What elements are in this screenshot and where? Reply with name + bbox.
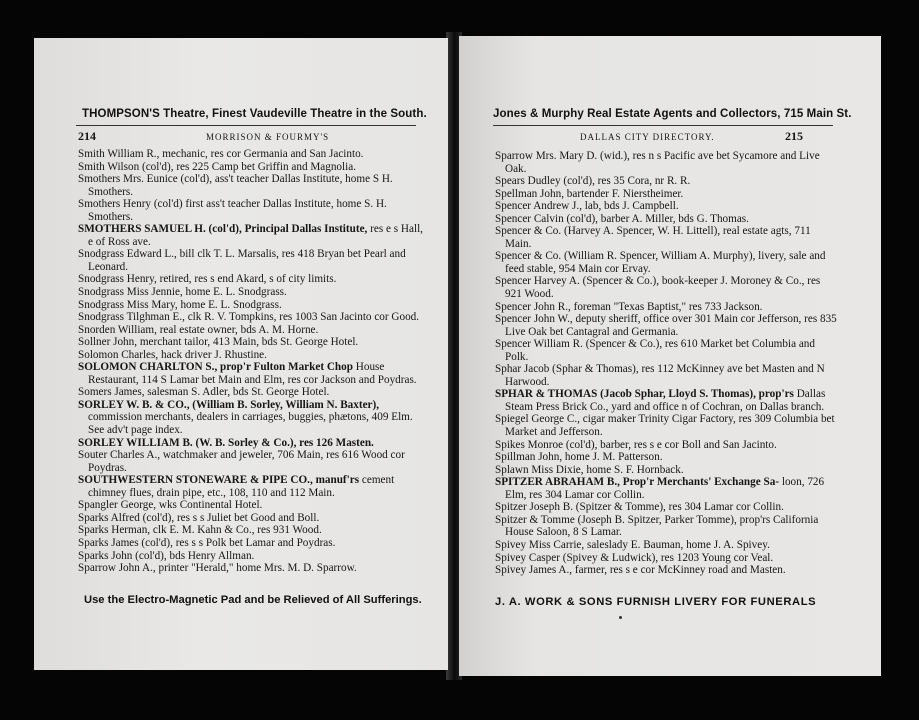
directory-entry — [78, 449, 424, 474]
directory-entry — [78, 499, 424, 512]
directory-entry — [78, 248, 424, 273]
directory-entry — [78, 512, 424, 525]
directory-entry — [495, 363, 837, 388]
right-page — [459, 36, 881, 676]
entry-text: Spencer Harvey A. (Spencer & Co.), book-keeper J. Moroney & Co., res 921 Wood. — [495, 275, 821, 301]
directory-entry — [495, 476, 837, 501]
directory-entry — [78, 161, 424, 174]
entry-text: Sparks Alfred (col'd), res s s Juliet bet Good and Boll. — [78, 511, 320, 524]
top-ad-banner: Jones & Murphy Real Estate Agents and Collectors, 715 Main St. — [493, 108, 852, 120]
entry-text: Snodgrass Miss Mary, home E. L. Snodgrass. — [78, 298, 282, 311]
directory-entry — [78, 474, 424, 499]
page-number: 214 — [78, 129, 96, 143]
directory-entry — [78, 562, 424, 575]
entry-text: Sparrow Mrs. Mary D. (wid.), res n s Pacific ave bet Sycamore and Live Oak. — [495, 150, 820, 175]
entry-text: Sollner John, merchant tailor, 413 Main, bds St. George Hotel. — [78, 336, 359, 349]
directory-entry — [495, 539, 837, 552]
directory-entry — [495, 200, 837, 213]
entry-text: Spears Dudley (col'd), res 35 Cora, nr R. R. — [495, 175, 691, 188]
entry-text: Spencer William R. (Spencer & Co.), res 610 Market bet Columbia and Polk. — [495, 338, 815, 363]
directory-entry — [495, 175, 837, 188]
entry-text: Spencer & Co. (Harvey A. Spencer, W. H. Littell), real estate agts, 711 Main. — [495, 225, 811, 250]
header-rule — [493, 125, 833, 126]
entry-text: cement chimney flues, drain pipe, etc., 108, 110 and 112 Main. — [88, 474, 395, 499]
entry-business-name: SPITZER ABRAHAM B., Prop'r Merchants' Exchange Sa- — [495, 476, 780, 489]
directory-entry — [78, 361, 424, 386]
ink-speck — [619, 616, 622, 619]
directory-entry — [78, 198, 424, 223]
directory-entry — [495, 213, 837, 226]
footer-ad-banner: Use the Electro-Magnetic Pad and be Relieved of All Sufferings. — [84, 594, 422, 606]
directory-entry — [495, 188, 837, 201]
entry-text: Spencer John W., deputy sheriff, office over 301 Main cor Jefferson, res 835 Live Oak bet Cantagral and Germania. — [495, 313, 837, 338]
directory-entry — [78, 324, 424, 337]
directory-entry — [495, 413, 837, 438]
entry-text: Smith Wilson (col'd), res 225 Camp bet Griffin and Magnolia. — [78, 160, 357, 173]
entry-text: Sparks John (col'd), bds Henry Allman. — [78, 549, 255, 562]
directory-entry — [78, 148, 424, 161]
directory-entry — [78, 273, 424, 286]
entry-text: Spangler George, wks Continental Hotel. — [78, 499, 263, 512]
directory-entry — [495, 564, 837, 577]
entry-text: Snodgrass Miss Jennie, home E. L. Snodgrass. — [78, 286, 287, 299]
entry-text: Dallas Steam Press Brick Co., yard and office n of Cochran, on Dallas branch. — [505, 388, 826, 413]
entry-text: Sparks Herman, clk E. M. Kahn & Co., res 931 Wood. — [78, 524, 322, 537]
directory-entry — [78, 299, 424, 312]
entry-text: Solomon Charles, hack driver J. Rhustine. — [78, 348, 267, 361]
directory-entry — [495, 150, 837, 175]
footer-ad-banner: J. A. WORK & SONS FURNISH LIVERY FOR FUNERALS — [495, 596, 817, 608]
left-page — [34, 38, 448, 670]
entry-text: res e s Hall, e of Ross ave. — [88, 223, 423, 248]
entry-text: Souter Charles A., watchmaker and jeweler, 706 Main, res 616 Wood cor Poydras. — [78, 449, 405, 474]
directory-entry — [495, 338, 837, 363]
entry-text: Smith William R., mechanic, res cor Germania and San Jacinto. — [78, 148, 364, 160]
directory-entry — [495, 501, 837, 514]
entry-text: Snodgrass Edward L., bill clk T. L. Marsalis, res 418 Bryan bet Pearl and Leonard. — [78, 248, 406, 273]
directory-entry — [78, 524, 424, 537]
top-ad-banner: THOMPSON'S Theatre, Finest Vaudeville Theatre in the South. — [82, 108, 427, 120]
entry-text: Spivey Miss Carrie, saleslady E. Bauman, home J. A. Spivey. — [495, 538, 770, 551]
directory-entry — [495, 514, 837, 539]
entry-text: Spitzer & Tomme (Joseph B. Spitzer, Parker Tomme), prop'rs California House Saloon, 8 S Lamar. — [495, 513, 819, 539]
entry-text: Spencer John R., foreman "Texas Baptist," res 733 Jackson. — [495, 300, 763, 313]
directory-entry — [78, 399, 424, 437]
entry-text: Spencer Andrew J., lab, bds J. Campbell. — [495, 200, 679, 213]
entry-business-name: SORLEY W. B. & CO., (William B. Sorley, William N. Baxter), — [78, 398, 380, 411]
page-number: 215 — [785, 129, 803, 143]
header-rule — [76, 125, 416, 126]
running-head: MORRISON & FOURMY'S — [206, 132, 330, 142]
entry-text: Spivey James A., farmer, res s e cor McKinney road and Masten. — [495, 564, 786, 577]
directory-entry — [495, 439, 837, 452]
directory-entry — [495, 388, 837, 413]
directory-entry — [78, 437, 424, 450]
directory-entry — [78, 173, 424, 198]
entry-business-name: SOLOMON CHARLTON S., prop'r Fulton Market Chop — [78, 361, 353, 374]
entry-text: Spillman John, home J. M. Patterson. — [495, 451, 663, 464]
entry-business-name: SPHAR & THOMAS (Jacob Sphar, Lloyd S. Thomas), prop'rs — [495, 388, 794, 401]
directory-entry — [78, 386, 424, 399]
entry-text: commission merchants, dealers in carriages, buggies, phætons, 409 Elm. See adv't page index. — [88, 411, 413, 437]
directory-entry — [78, 550, 424, 563]
entry-text: Spellman John, bartender F. Nierstheimer. — [495, 187, 684, 200]
entry-text: Snorden William, real estate owner, bds A. M. Horne. — [78, 323, 319, 336]
directory-entry — [78, 349, 424, 362]
entry-business-name: SOUTHWESTERN STONEWARE & PIPE CO., manuf'rs — [78, 474, 360, 487]
directory-entry — [495, 552, 837, 565]
entry-text: Sparrow John A., printer "Herald," home Mrs. M. D. Sparrow. — [78, 562, 357, 575]
entry-text: Spencer Calvin (col'd), barber A. Miller, bds G. Thomas. — [495, 212, 749, 225]
directory-entry — [495, 275, 837, 300]
entry-business-name: SMOTHERS SAMUEL H. (col'd), Principal Dallas Institute, — [78, 223, 368, 236]
entry-text: Somers James, salesman S. Adler, bds St. George Hotel. — [78, 386, 330, 399]
entry-business-name: SORLEY WILLIAM B. (W. B. Sorley & Co.), res 126 Masten. — [78, 436, 374, 449]
entry-text: Spitzer Joseph B. (Spitzer & Tomme), res 304 Lamar cor Collin. — [495, 501, 784, 514]
entry-text: Splawn Miss Dixie, home S. F. Hornback. — [495, 463, 684, 476]
running-head: DALLAS CITY DIRECTORY. — [580, 132, 715, 142]
directory-entry — [78, 286, 424, 299]
entry-text: Spikes Monroe (col'd), barber, res s e cor Boll and San Jacinto. — [495, 438, 777, 451]
entry-text: Sparks James (col'd), res s s Polk bet Lamar and Poydras. — [78, 536, 336, 549]
entry-text: Snodgrass Tilghman E., clk R. V. Tompkins, res 1003 San Jacinto cor Good. — [78, 311, 420, 324]
entry-text: Snodgrass Henry, retired, res s end Akard, s of city limits. — [78, 273, 337, 286]
entry-text: Spencer & Co. (William R. Spencer, William A. Murphy), livery, sale and feed stable, 954 Main cor Ervay. — [495, 250, 826, 275]
directory-entry — [78, 223, 424, 248]
entry-text: Spivey Casper (Spivey & Ludwick), res 1203 Young cor Veal. — [495, 551, 774, 564]
directory-entry — [78, 311, 424, 324]
directory-entry — [78, 336, 424, 349]
entry-text: Sphar Jacob (Sphar & Thomas), res 112 McKinney ave bet Masten and N Harwood. — [495, 363, 825, 388]
directory-entry — [495, 225, 837, 250]
entry-text: loon, 726 Elm, res 304 Lamar cor Collin. — [505, 476, 825, 501]
directory-entry — [495, 250, 837, 275]
directory-entry — [495, 464, 837, 477]
entry-text: Spiegel George C., cigar maker Trinity Cigar Factory, res 309 Columbia bet Market and Jefferson. — [495, 413, 835, 439]
entry-text: House Restaurant, 114 S Lamar bet Main and Elm, res cor Jackson and Poydras. — [88, 361, 417, 386]
entry-text: Smothers Mrs. Eunice (col'd), ass't teacher Dallas Institute, home S H. Smothers. — [78, 173, 393, 198]
directory-entry — [495, 451, 837, 464]
directory-entry — [78, 537, 424, 550]
directory-entries — [495, 150, 837, 577]
entry-text: Smothers Henry (col'd) first ass't teacher Dallas Institute, home S. H. Smothers. — [78, 198, 387, 223]
directory-entries — [78, 148, 424, 575]
directory-entry — [495, 313, 837, 338]
directory-entry — [495, 301, 837, 314]
